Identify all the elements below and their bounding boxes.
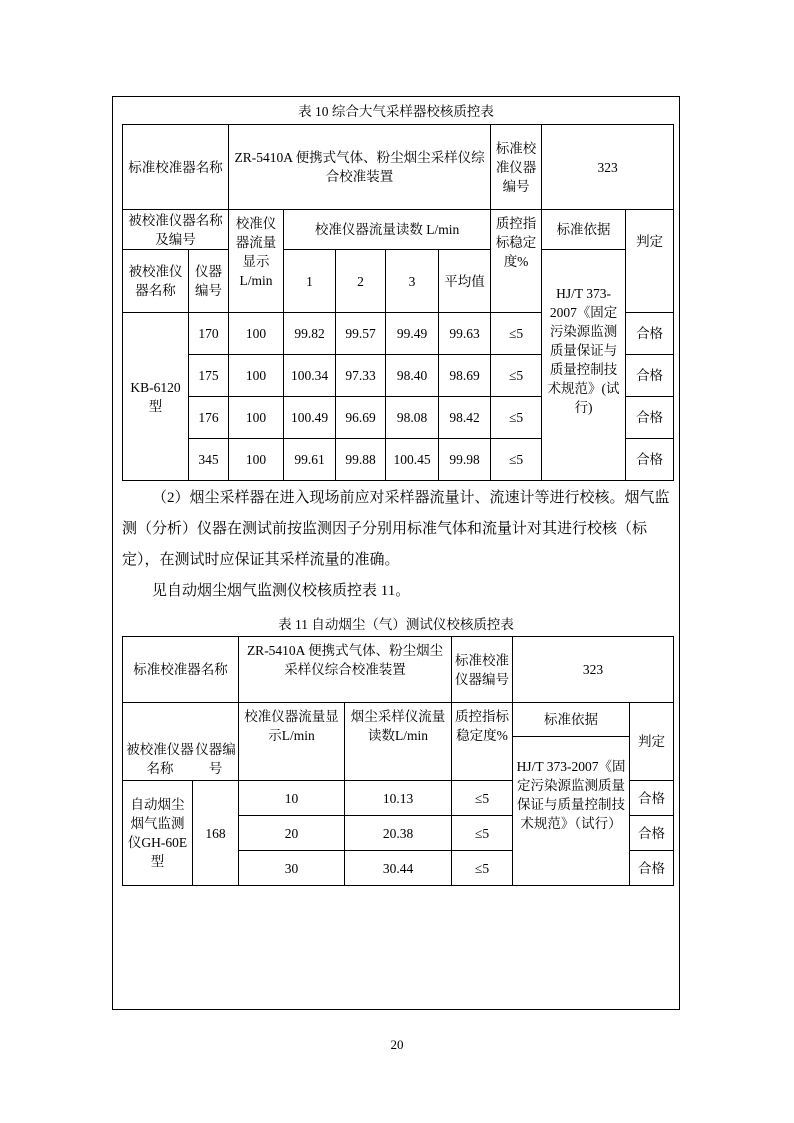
qc-value: ≤5 bbox=[491, 439, 542, 481]
device-id-label: 仪器编号 bbox=[195, 742, 236, 776]
device-id: 175 bbox=[189, 355, 229, 397]
reading-avg: 99.98 bbox=[439, 439, 491, 481]
col-3: 3 bbox=[386, 250, 439, 313]
device-name: KB-6120型 bbox=[123, 313, 189, 481]
reading-2: 99.57 bbox=[336, 313, 386, 355]
device-id: 176 bbox=[189, 397, 229, 439]
basis-value: HJ/T 373-2007《固定污染源监测质量保证与质量控制技术规范》（试行） bbox=[513, 737, 630, 886]
verdict: 合格 bbox=[626, 313, 674, 355]
reading-1: 99.82 bbox=[284, 313, 336, 355]
std-name-label: 标准校准器名称 bbox=[123, 125, 229, 210]
qc-value: ≤5 bbox=[491, 397, 542, 439]
flow-display: 10 bbox=[239, 781, 345, 816]
flow-display: 100 bbox=[229, 355, 284, 397]
qc-value: ≤5 bbox=[452, 781, 513, 816]
col-1: 1 bbox=[284, 250, 336, 313]
reading-1: 100.49 bbox=[284, 397, 336, 439]
flow-display: 30 bbox=[239, 851, 345, 886]
flow-display: 100 bbox=[229, 313, 284, 355]
verdict: 合格 bbox=[626, 397, 674, 439]
basis-label: 标准依据 bbox=[513, 703, 630, 737]
device-id-label: 仪器编号 bbox=[189, 250, 229, 313]
calibrated-label: 被校准仪器名称及编号 bbox=[123, 210, 229, 250]
basis-value: HJ/T 373-2007《固定污染源监测质量保证与质量控制技术规范》(试行) bbox=[542, 250, 626, 481]
flow-reading: 30.44 bbox=[345, 851, 452, 886]
std-id-label: 标准校准仪器编号 bbox=[491, 125, 542, 210]
flow-display-label: 校准仪器流量显示L/min bbox=[239, 703, 345, 781]
reading-avg: 98.69 bbox=[439, 355, 491, 397]
reading-2: 96.69 bbox=[336, 397, 386, 439]
flow-display: 100 bbox=[229, 439, 284, 481]
verdict: 合格 bbox=[626, 355, 674, 397]
device-header bbox=[123, 703, 239, 781]
page-number: 20 bbox=[390, 1037, 404, 1052]
flow-reading: 20.38 bbox=[345, 816, 452, 851]
std-name-value: ZR-5410A 便携式气体、粉尘烟尘采样仪综合校准装置 bbox=[239, 637, 452, 703]
qc-value: ≤5 bbox=[491, 313, 542, 355]
basis-label: 标准依据 bbox=[542, 210, 626, 250]
table10-caption: 表 10 综合大气采样器校核质控表 bbox=[298, 104, 494, 119]
verdict: 合格 bbox=[630, 816, 674, 851]
device-name: 自动烟尘烟气监测仪GH-60E型 bbox=[123, 781, 193, 886]
reading-2: 97.33 bbox=[336, 355, 386, 397]
device-name-label: 被校准仪器名称 bbox=[126, 742, 194, 776]
table11-caption: 表 11 自动烟尘（气）测试仪校核质控表 bbox=[278, 617, 514, 632]
reading-3: 98.40 bbox=[386, 355, 439, 397]
std-name-label: 标准校准器名称 bbox=[123, 637, 239, 703]
device-name-label: 被校准仪器名称 bbox=[123, 250, 189, 313]
table11 bbox=[122, 636, 674, 886]
col-2: 2 bbox=[336, 250, 386, 313]
std-name-value: ZR-5410A 便携式气体、粉尘烟尘采样仪综合校准装置 bbox=[229, 125, 491, 210]
avg-label: 平均值 bbox=[439, 250, 491, 313]
flow-reading-label: 校准仪器流量读数 L/min bbox=[284, 210, 491, 250]
device-id: 170 bbox=[189, 313, 229, 355]
table10 bbox=[122, 124, 674, 481]
std-id-label: 标准校准仪器编号 bbox=[452, 637, 513, 703]
flow-reading-label: 烟尘采样仪流量读数L/min bbox=[345, 703, 452, 781]
verdict: 合格 bbox=[630, 851, 674, 886]
reading-2: 99.88 bbox=[336, 439, 386, 481]
std-id-value: 323 bbox=[542, 125, 674, 210]
reading-3: 99.49 bbox=[386, 313, 439, 355]
std-id-value: 323 bbox=[513, 637, 674, 703]
qc-label: 质控指标稳定度% bbox=[452, 703, 513, 781]
reading-3: 98.08 bbox=[386, 397, 439, 439]
flow-display: 100 bbox=[229, 397, 284, 439]
device-id: 168 bbox=[193, 781, 239, 886]
flow-reading: 10.13 bbox=[345, 781, 452, 816]
reading-3: 100.45 bbox=[386, 439, 439, 481]
verdict-label: 判定 bbox=[630, 703, 674, 781]
paragraph-2: 见自动烟尘烟气监测仪校核质控表 11。 bbox=[152, 583, 411, 599]
paragraph-1: （2）烟尘采样器在进入现场前应对采样器流量计、流速计等进行校核。烟气监测（分析）仪器在测试前按监测因子分别用标准气体和流量计对其进行校核（标定），在测试时应保证其采样流量的准确。 bbox=[122, 490, 670, 568]
reading-avg: 99.63 bbox=[439, 313, 491, 355]
flow-display-label: 校准仪器流量显示L/min bbox=[229, 210, 284, 313]
reading-1: 99.61 bbox=[284, 439, 336, 481]
qc-label: 质控指标稳定度% bbox=[491, 210, 542, 313]
reading-1: 100.34 bbox=[284, 355, 336, 397]
verdict: 合格 bbox=[630, 781, 674, 816]
qc-value: ≤5 bbox=[452, 816, 513, 851]
verdict-label: 判定 bbox=[626, 210, 674, 313]
flow-display: 20 bbox=[239, 816, 345, 851]
qc-value: ≤5 bbox=[491, 355, 542, 397]
device-id: 345 bbox=[189, 439, 229, 481]
verdict: 合格 bbox=[626, 439, 674, 481]
qc-value: ≤5 bbox=[452, 851, 513, 886]
reading-avg: 98.42 bbox=[439, 397, 491, 439]
